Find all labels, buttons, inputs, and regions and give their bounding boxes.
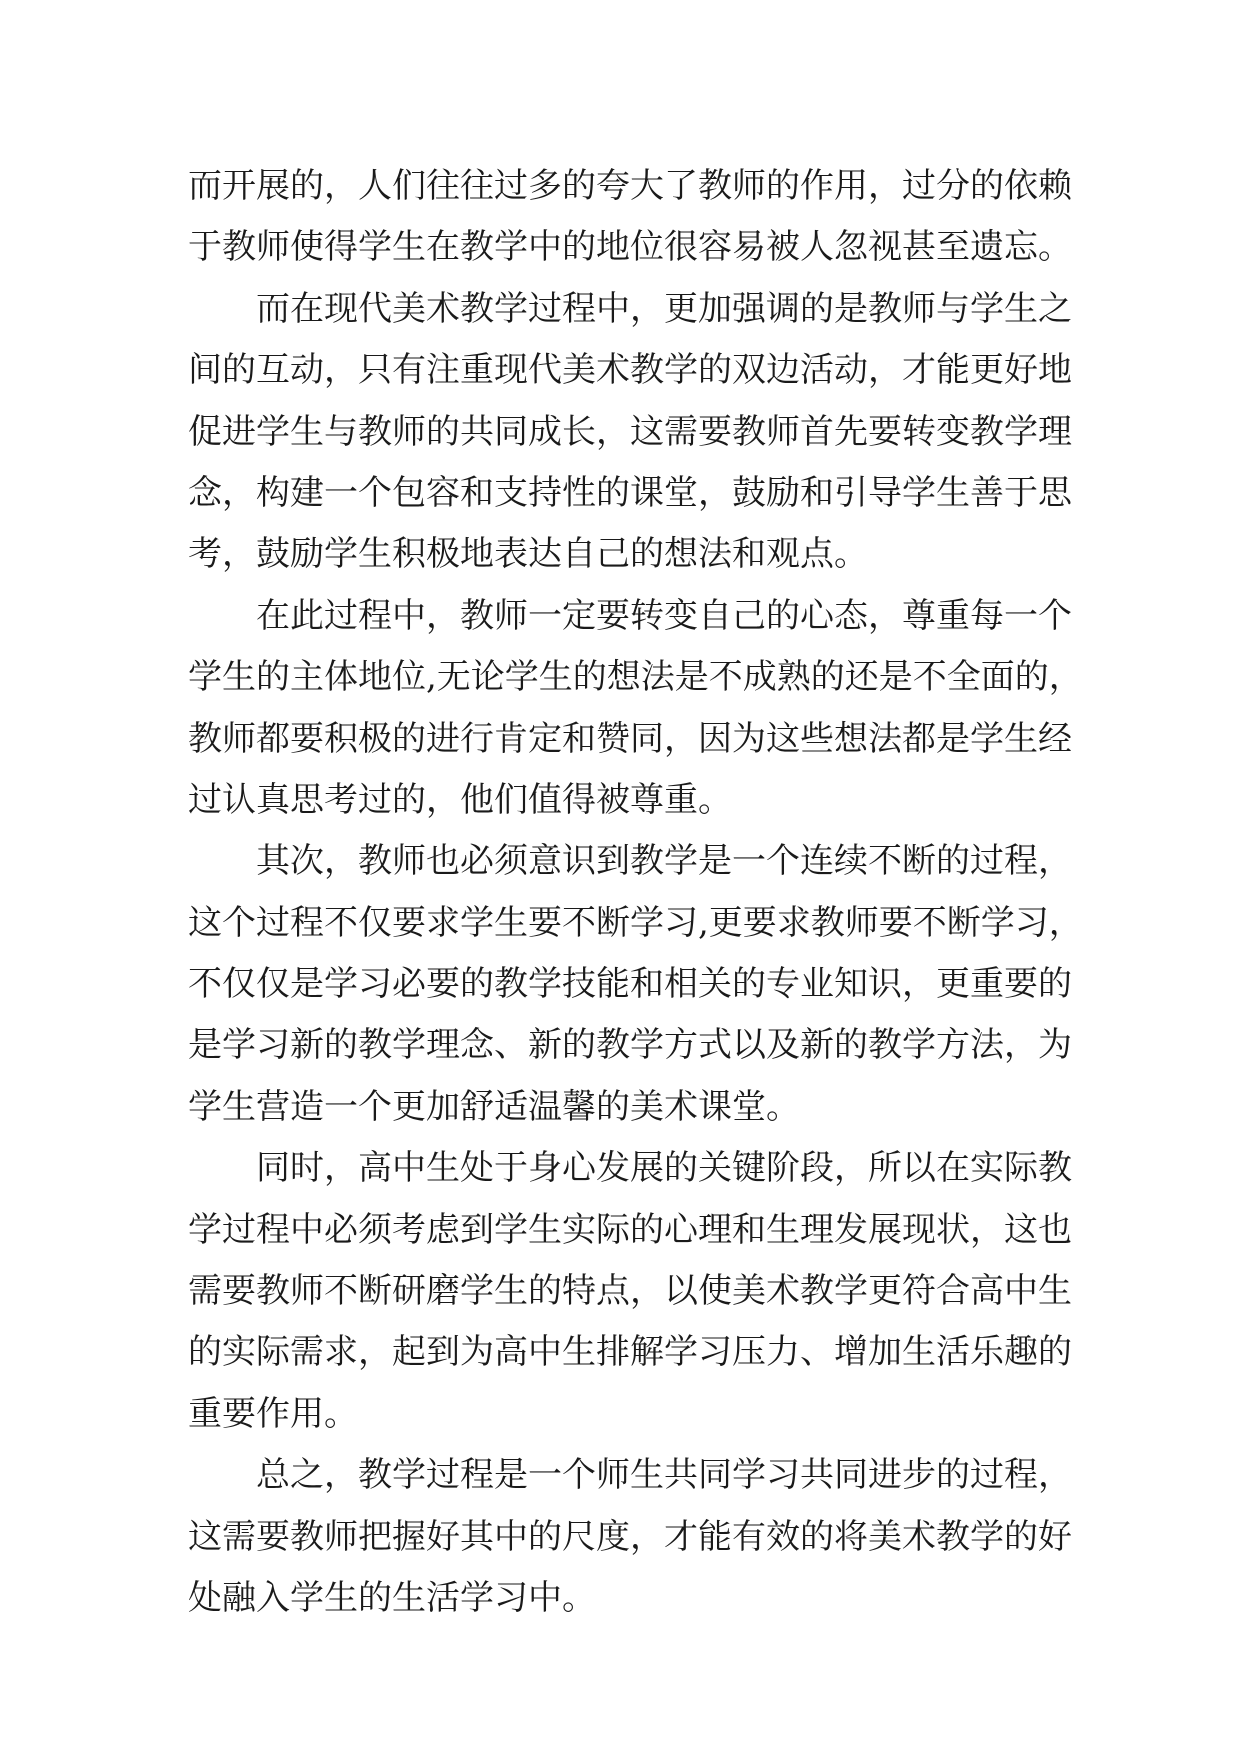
document-body	[188, 156, 1083, 1629]
text-line: 于教师使得学生在教学中的地位很容易被人忽视甚至遗忘。	[188, 227, 1072, 268]
text-line: 而开展的，人们往往过多的夸大了教师的作用，过分的依赖	[188, 166, 1072, 206]
text-line: 的实际需求，起到为高中生排解学习压力、增加生活乐趣的	[188, 1332, 1072, 1373]
paragraph-first-line: 在此过程中，教师一定要转变自己的心态，尊重每一个	[256, 595, 1072, 636]
text-line: 学生的主体地位,无论学生的想法是不成熟的还是不全面的，	[188, 657, 1083, 698]
text-line: 这个过程不仅要求学生要不断学习,更要求教师要不断学习，	[188, 902, 1083, 943]
text-line: 考，鼓励学生积极地表达自己的想法和观点。	[188, 534, 868, 575]
text-line: 促进学生与教师的共同成长，这需要教师首先要转变教学理	[188, 411, 1072, 452]
paragraph-first-line: 其次，教师也必须意识到教学是一个连续不断的过程，	[256, 841, 1072, 882]
paragraph-first-line: 同时，高中生处于身心发展的关键阶段，所以在实际教	[256, 1148, 1072, 1189]
text-line: 这需要教师把握好其中的尺度，才能有效的将美术教学的好	[188, 1516, 1072, 1557]
text-line: 是学习新的教学理念、新的教学方式以及新的教学方法，为	[188, 1025, 1072, 1066]
text-line: 教师都要积极的进行肯定和赞同，因为这些想法都是学生经	[188, 718, 1072, 759]
text-line: 间的互动，只有注重现代美术教学的双边活动，才能更好地	[188, 350, 1072, 391]
text-line: 学过程中必须考虑到学生实际的心理和生理发展现状，这也	[188, 1209, 1072, 1250]
text-line: 处融入学生的生活学习中。	[188, 1577, 596, 1618]
paragraph-first-line: 总之，教学过程是一个师生共同学习共同进步的过程，	[256, 1455, 1072, 1496]
text-line: 不仅仅是学习必要的教学技能和相关的专业知识，更重要的	[188, 964, 1072, 1005]
text-line: 需要教师不断研磨学生的特点，以使美术教学更符合高中生	[188, 1271, 1072, 1312]
text-line: 重要作用。	[188, 1393, 358, 1434]
text-line: 过认真思考过的，他们值得被尊重。	[188, 779, 732, 820]
paragraph-first-line: 而在现代美术教学过程中，更加强调的是教师与学生之	[256, 288, 1072, 329]
text-line: 念，构建一个包容和支持性的课堂，鼓励和引导学生善于思	[188, 472, 1072, 513]
text-line: 学生营造一个更加舒适温馨的美术课堂。	[188, 1086, 800, 1127]
